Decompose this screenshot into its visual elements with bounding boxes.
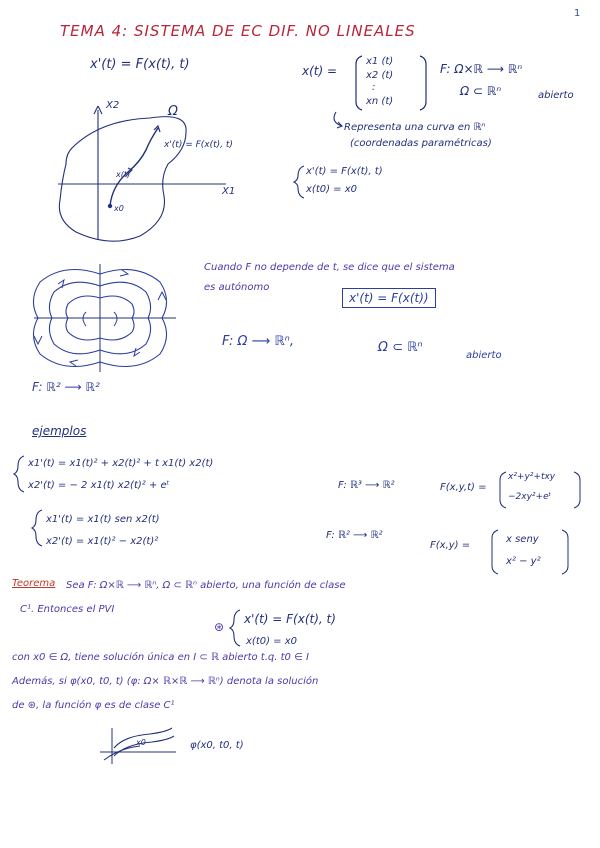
autonomo-text-1: Cuando F no depende de t, se dice que el sistema [204,262,455,273]
example-1-F-row-2: −2xy²+eᵗ [508,492,552,502]
vector-entry-2: x2 (t) [366,70,394,81]
graph-1-region-label: Ω [168,104,178,119]
autonomo-boxed-equation: x'(t) = F(x(t)) [342,288,436,308]
vector-entry-3: : [372,82,376,93]
example-2-line-2: x2'(t) = x1(t)² − x2(t)² [46,536,159,547]
graph-1-start-label: x0 [114,204,124,213]
autonomo-note: abierto [466,350,502,361]
example-1-map: F: ℝ³ ⟶ ℝ² [338,480,395,491]
system-a-line-1: x'(t) = F(x(t), t) [306,166,383,177]
graph-1-point-label: x(t) [116,170,131,179]
page-title: TEMA 4: SISTEMA DE EC DIF. NO LINEALES [60,22,416,40]
example-1-line-2: x2'(t) = − 2 x1(t) x2(t)² + eᵗ [28,480,170,491]
autonomo-omega: Ω ⊂ ℝⁿ [378,340,423,355]
teorema-line-1: Sea F: Ω×ℝ ⟶ ℝⁿ, Ω ⊂ ℝⁿ abierto, una función de clase [66,580,346,591]
autonomo-text-2: es autónomo [204,282,270,293]
example-1-F-lhs: F(x,y,t) = [440,482,487,493]
graph-1-y-axis-label: X2 [106,100,120,111]
graph-1-x-axis-label: X1 [222,186,236,197]
graph-2-caption: F: ℝ² ⟶ ℝ² [32,380,100,394]
example-1-line-1: x1'(t) = x1(t)² + x2(t)² + t x1(t) x2(t) [28,458,214,469]
pvi-line-2: x(t0) = x0 [246,636,298,647]
page-number: 1 [574,8,581,19]
omega-note: abierto [538,90,574,101]
teorema-line-5: de ⊛, la función φ es de clase C¹ [12,700,175,711]
example-2-F-lhs: F(x,y) = [430,540,471,551]
example-2-F-row-2: x² − y² [506,556,541,567]
pvi-mark: ⊛ [214,620,225,634]
curve-note-1: Representa una curva en ℝⁿ [344,122,486,133]
graph-1-curve-label: x'(t) = F(x(t), t) [164,140,233,150]
main-equation: x'(t) = F(x(t), t) [90,57,190,72]
omega-definition: Ω ⊂ ℝⁿ [460,84,502,98]
autonomo-map: F: Ω ⟶ ℝⁿ, [222,334,294,349]
system-a-line-2: x(t0) = x0 [306,184,358,195]
map-definition: F: Ω×ℝ ⟶ ℝⁿ [440,62,523,76]
graph-3-start-label: x0 [136,738,146,747]
vector-lhs: x(t) = [302,64,338,78]
example-2-line-1: x1'(t) = x1(t) sen x2(t) [46,514,160,525]
example-1-F-row-1: x²+y²+txy [508,472,556,482]
teorema-line-2: C¹. Entonces el PVI [20,604,115,615]
example-2-map: F: ℝ² ⟶ ℝ² [326,530,383,541]
teorema-line-3: con x0 ∈ Ω, tiene solución única en I ⊂ ℝ abierto t.q. t0 ∈ I [12,652,309,663]
teorema-line-4: Además, si φ(x0, t0, t) (φ: Ω× ℝ×ℝ ⟶ ℝⁿ) denota la solución [12,676,319,687]
teorema-label: Teorema [12,578,56,589]
curve-note-2: (coordenadas paramétricas) [350,138,492,149]
vector-entry-4: xn (t) [366,96,394,107]
vector-entry-1: x1 (t) [366,56,394,67]
example-2-F-row-1: x seny [506,534,539,545]
pvi-line-1: x'(t) = F(x(t), t) [244,612,336,626]
graph-3-caption: φ(x0, t0, t) [190,740,244,751]
ejemplos-heading: ejemplos [32,424,87,438]
